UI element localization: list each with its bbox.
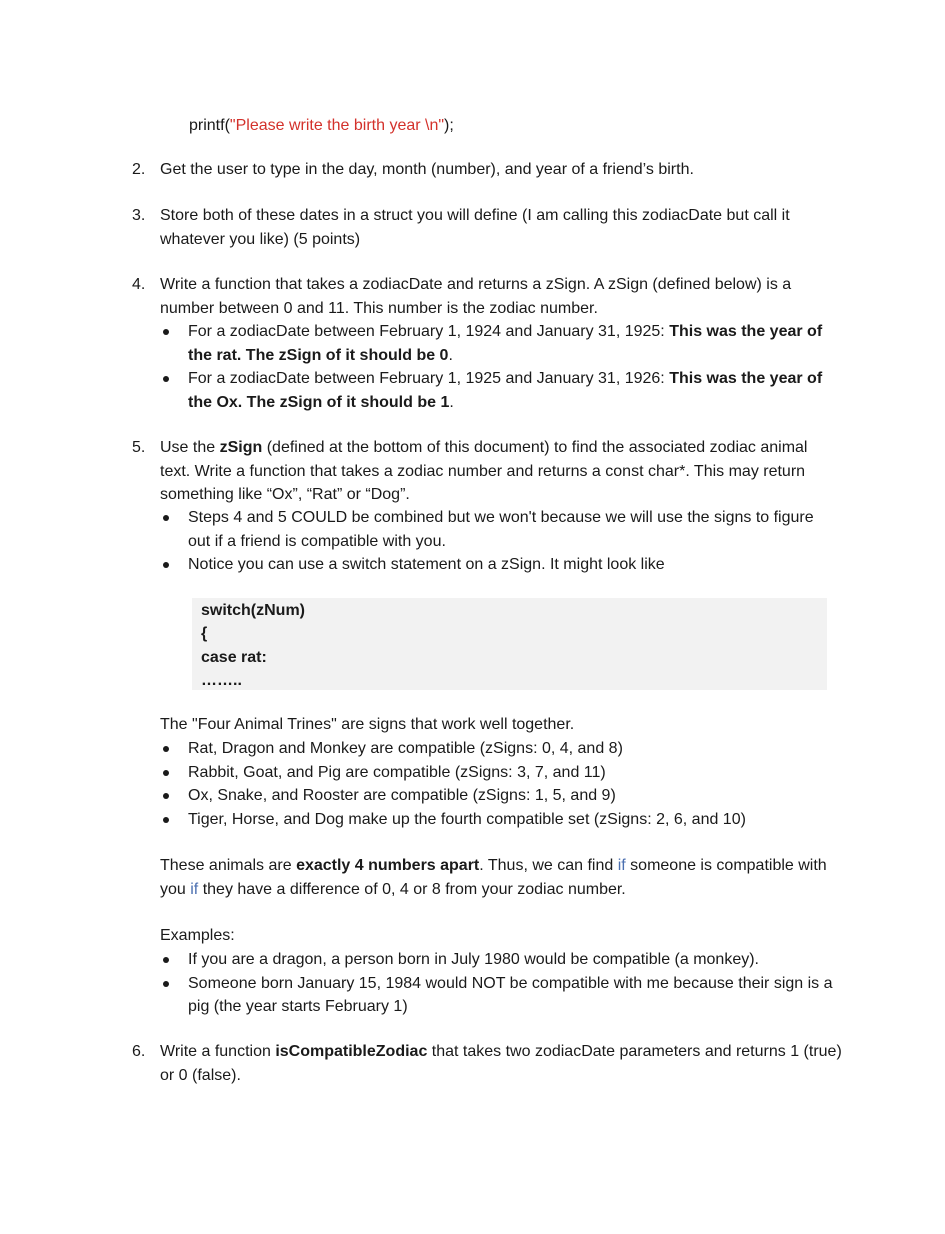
step-number: 6. bbox=[132, 1043, 146, 1060]
list-item: Someone born January 15, 1984 would NOT be compatible with me because their sign is a pig (the year starts February 1) bbox=[160, 972, 840, 1019]
examples-title: Examples: bbox=[160, 927, 235, 944]
examples-list bbox=[160, 948, 840, 1019]
step-3 bbox=[132, 204, 842, 251]
list-item: For a zodiacDate between February 1, 1925 and January 31, 1926: This was the year of the Ox. The zSign of it should be 1. bbox=[160, 367, 840, 414]
step-number: 4. bbox=[132, 276, 146, 293]
step-text: Get the user to type in the day, month (number), and year of a friend’s birth. bbox=[160, 161, 694, 178]
step-number: 5. bbox=[132, 439, 146, 456]
step-5 bbox=[132, 436, 842, 507]
switch-code-box bbox=[192, 598, 827, 690]
printf-suffix: ); bbox=[444, 117, 454, 134]
list-item: For a zodiacDate between February 1, 1924 and January 31, 1925: This was the year of the rat. The zSign of it should be 0. bbox=[160, 320, 840, 367]
step-text: Use the zSign (defined at the bottom of this document) to find the associated zodiac animal text. Write a function that takes a zodiac number and returns a const char*. This may return something like “Ox”, “Rat” or “Dog”. bbox=[160, 439, 808, 503]
step-6 bbox=[132, 1040, 842, 1087]
printf-code-line bbox=[189, 114, 454, 138]
step-number: 2. bbox=[132, 161, 146, 178]
printf-prefix: printf( bbox=[189, 117, 230, 134]
step-text: Write a function isCompatibleZodiac that takes two zodiacDate parameters and returns 1 (true) or 0 (false). bbox=[160, 1043, 842, 1084]
keyword-if: if bbox=[190, 880, 199, 898]
code-line: { bbox=[201, 625, 208, 643]
list-item: Rat, Dragon and Monkey are compatible (zSigns: 0, 4, and 8) bbox=[160, 737, 840, 761]
code-line: case rat: bbox=[201, 648, 267, 666]
list-item: Notice you can use a switch statement on a zSign. It might look like bbox=[160, 553, 840, 577]
list-item: Rabbit, Goat, and Pig are compatible (zSigns: 3, 7, and 11) bbox=[160, 761, 840, 785]
list-item: Ox, Snake, and Rooster are compatible (zSigns: 1, 5, and 9) bbox=[160, 784, 840, 808]
step-text: Store both of these dates in a struct you will define (I am calling this zodiacDate but call it whatever you like) (5 points) bbox=[160, 207, 790, 248]
step-4 bbox=[132, 273, 842, 320]
step-2 bbox=[132, 158, 842, 182]
list-item: Tiger, Horse, and Dog make up the fourth compatible set (zSigns: 2, 6, and 10) bbox=[160, 808, 840, 832]
trines-list bbox=[160, 737, 840, 831]
list-item: If you are a dragon, a person born in July 1980 would be compatible (a monkey). bbox=[160, 948, 840, 972]
keyword-if: if bbox=[617, 857, 626, 874]
code-line: switch(zNum) bbox=[201, 602, 305, 619]
trines-intro: The "Four Animal Trines" are signs that work well together. bbox=[160, 716, 575, 733]
step-5-bullets bbox=[160, 506, 840, 577]
code-line: …….. bbox=[201, 671, 242, 689]
printf-string: "Please write the birth year \n" bbox=[229, 117, 445, 134]
apart-paragraph: These animals are exactly 4 numbers apart. Thus, we can find if someone is compatible with you if they have a difference of 0, 4 or 8 from your zodiac number. bbox=[160, 857, 827, 898]
step-text: Write a function that takes a zodiacDate and returns a zSign. A zSign (defined below) is a number between 0 and 11. This number is the zodiac number. bbox=[160, 276, 792, 317]
step-4-bullets bbox=[160, 320, 840, 414]
list-item: Steps 4 and 5 COULD be combined but we won't because we will use the signs to figure out if a friend is compatible with you. bbox=[160, 506, 840, 553]
step-number: 3. bbox=[132, 207, 146, 224]
